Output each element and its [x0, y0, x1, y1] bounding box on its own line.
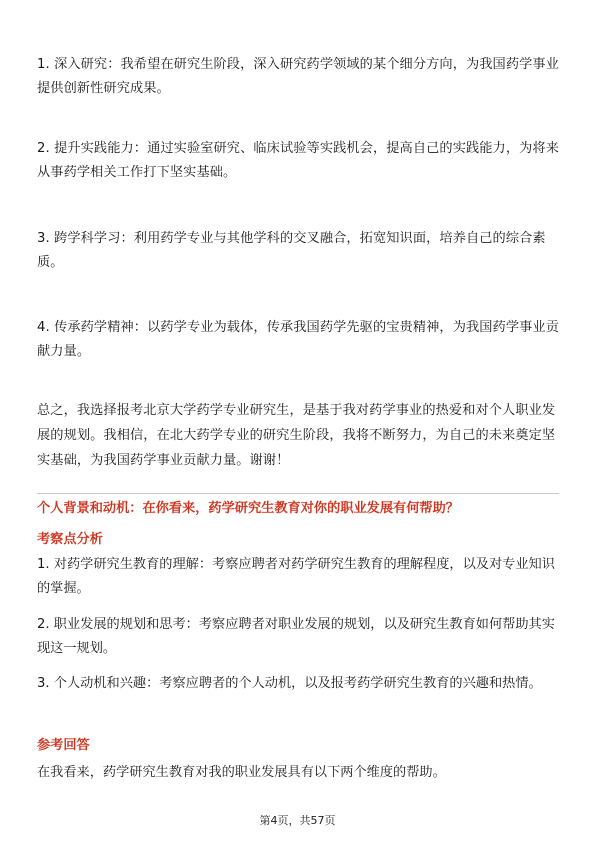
analysis-title: 考察点分析	[37, 532, 103, 547]
conclusion-paragraph: 总之，我选择报考北京大学药学专业研究生，是基于我对药学事业的热爱和对个人职业发展的规划。我相信，在北大药学专业的研究生阶段，我将不断努力，为自己的未来奠定坚实基础，为我国药学事业贡献力量。谢谢！	[37, 403, 556, 468]
goal-paragraph-4: 4. 传承药学精神：以药学专业为载体，传承我国药学先驱的宝贵精神，为我国药学事业贡献力量。	[37, 320, 559, 359]
reference-answer-title: 参考回答	[37, 738, 90, 753]
analysis-item-1: 1. 对药学研究生教育的理解：考察应聘者对药学研究生教育的理解程度，以及对专业知识的掌握。	[37, 557, 555, 596]
reference-answer-lead: 在我看来，药学研究生教育对我的职业发展具有以下两个维度的帮助。	[37, 765, 446, 780]
analysis-item-3: 3. 个人动机和兴趣：考察应聘者的个人动机，以及报考药学研究生教育的兴趣和热情。	[37, 676, 542, 691]
goal-paragraph-3: 3. 跨学科学习：利用药学专业与其他学科的交叉融合，拓宽知识面，培养自己的综合素质。	[37, 231, 546, 270]
goal-paragraph-1: 1. 深入研究：我希望在研究生阶段，深入研究药学领域的某个细分方向，为我国药学事业提供创新性研究成果。	[37, 57, 559, 96]
analysis-item-2: 2. 职业发展的规划和思考：考察应聘者对职业发展的规划，以及研究生教育如何帮助其实现这一规划。	[37, 617, 555, 656]
goal-paragraph-2: 2. 提升实践能力：通过实验室研究、临床试验等实践机会，提高自己的实践能力，为将来从事药学相关工作打下坚实基础。	[37, 141, 559, 180]
page-number-footer: 第4页，共57页	[259, 814, 336, 827]
interview-question: 个人背景和动机：在你看来，药学研究生教育对你的职业发展有何帮助？	[37, 501, 459, 516]
section-divider	[37, 493, 559, 494]
